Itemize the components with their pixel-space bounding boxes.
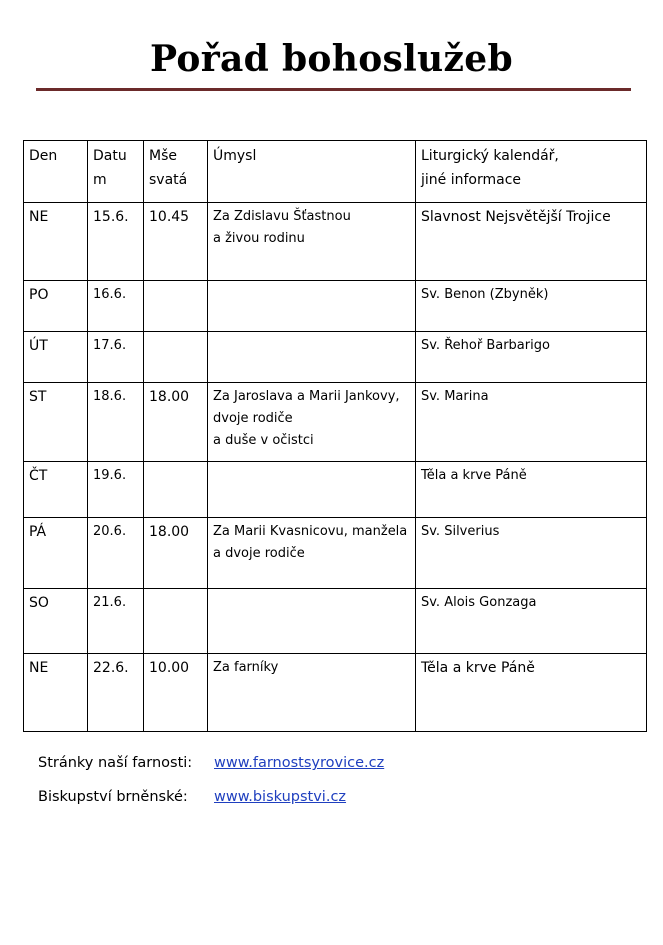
header-day: Den xyxy=(24,141,88,203)
header-date: Datu m xyxy=(88,141,144,203)
row-day: NE xyxy=(24,203,88,281)
row-liturgy: Sv. Benon (Zbyněk) xyxy=(416,281,647,332)
header-intent: Úmysl xyxy=(208,141,416,203)
row-date: 17.6. xyxy=(88,332,144,383)
row-day: SO xyxy=(24,589,88,654)
title-divider xyxy=(36,88,631,91)
parish-link[interactable]: www.farnostsyrovice.cz xyxy=(214,755,385,771)
schedule-table xyxy=(23,140,647,732)
header-mass: Mše svatá xyxy=(144,141,208,203)
row-intent: Za Marii Kvasnicovu, manžela a dvoje rodiče xyxy=(208,518,416,589)
row-mass xyxy=(144,281,208,332)
header-liturgy: Liturgický kalendář, jiné informace xyxy=(416,141,647,203)
page-title: Pořad bohoslužeb xyxy=(150,38,513,80)
row-intent: Za Jaroslava a Marii Jankovy, dvoje rodiče a duše v očistci xyxy=(208,383,416,462)
row-liturgy: Sv. Marina xyxy=(416,383,647,462)
diocese-link[interactable]: www.biskupstvi.cz xyxy=(214,789,347,805)
row-liturgy: Těla a krve Páně xyxy=(416,654,647,732)
table-row xyxy=(24,281,647,332)
row-day: PO xyxy=(24,281,88,332)
row-intent: Za Zdislavu Šťastnou a živou rodinu xyxy=(208,203,416,281)
row-day: ÚT xyxy=(24,332,88,383)
row-date: 16.6. xyxy=(88,281,144,332)
row-date: 15.6. xyxy=(88,203,144,281)
diocese-label: Biskupství brněnské: xyxy=(38,789,188,805)
row-date: 21.6. xyxy=(88,589,144,654)
table-row xyxy=(24,383,647,462)
row-mass xyxy=(144,332,208,383)
row-day: ST xyxy=(24,383,88,462)
row-day: PÁ xyxy=(24,518,88,589)
footer-diocese xyxy=(38,789,346,805)
table-row xyxy=(24,589,647,654)
row-mass xyxy=(144,589,208,654)
table-row xyxy=(24,332,647,383)
row-date: 20.6. xyxy=(88,518,144,589)
row-day: ČT xyxy=(24,462,88,518)
row-mass: 10.45 xyxy=(144,203,208,281)
row-date: 19.6. xyxy=(88,462,144,518)
row-mass: 18.00 xyxy=(144,518,208,589)
parish-label: Stránky naší farnosti: xyxy=(38,755,193,771)
row-mass xyxy=(144,462,208,518)
row-intent: Za farníky xyxy=(208,654,416,732)
row-day: NE xyxy=(24,654,88,732)
row-mass: 18.00 xyxy=(144,383,208,462)
table-row xyxy=(24,654,647,732)
row-liturgy: Sv. Alois Gonzaga xyxy=(416,589,647,654)
row-intent xyxy=(208,281,416,332)
table-row xyxy=(24,518,647,589)
row-liturgy: Slavnost Nejsvětější Trojice xyxy=(416,203,647,281)
row-date: 22.6. xyxy=(88,654,144,732)
row-mass: 10.00 xyxy=(144,654,208,732)
table-header-row xyxy=(24,141,647,203)
row-liturgy: Sv. Řehoř Barbarigo xyxy=(416,332,647,383)
row-intent xyxy=(208,589,416,654)
row-liturgy: Těla a krve Páně xyxy=(416,462,647,518)
row-intent xyxy=(208,462,416,518)
table-row xyxy=(24,203,647,281)
row-date: 18.6. xyxy=(88,383,144,462)
footer-parish xyxy=(38,755,384,771)
table-row xyxy=(24,462,647,518)
row-intent xyxy=(208,332,416,383)
row-liturgy: Sv. Silverius xyxy=(416,518,647,589)
